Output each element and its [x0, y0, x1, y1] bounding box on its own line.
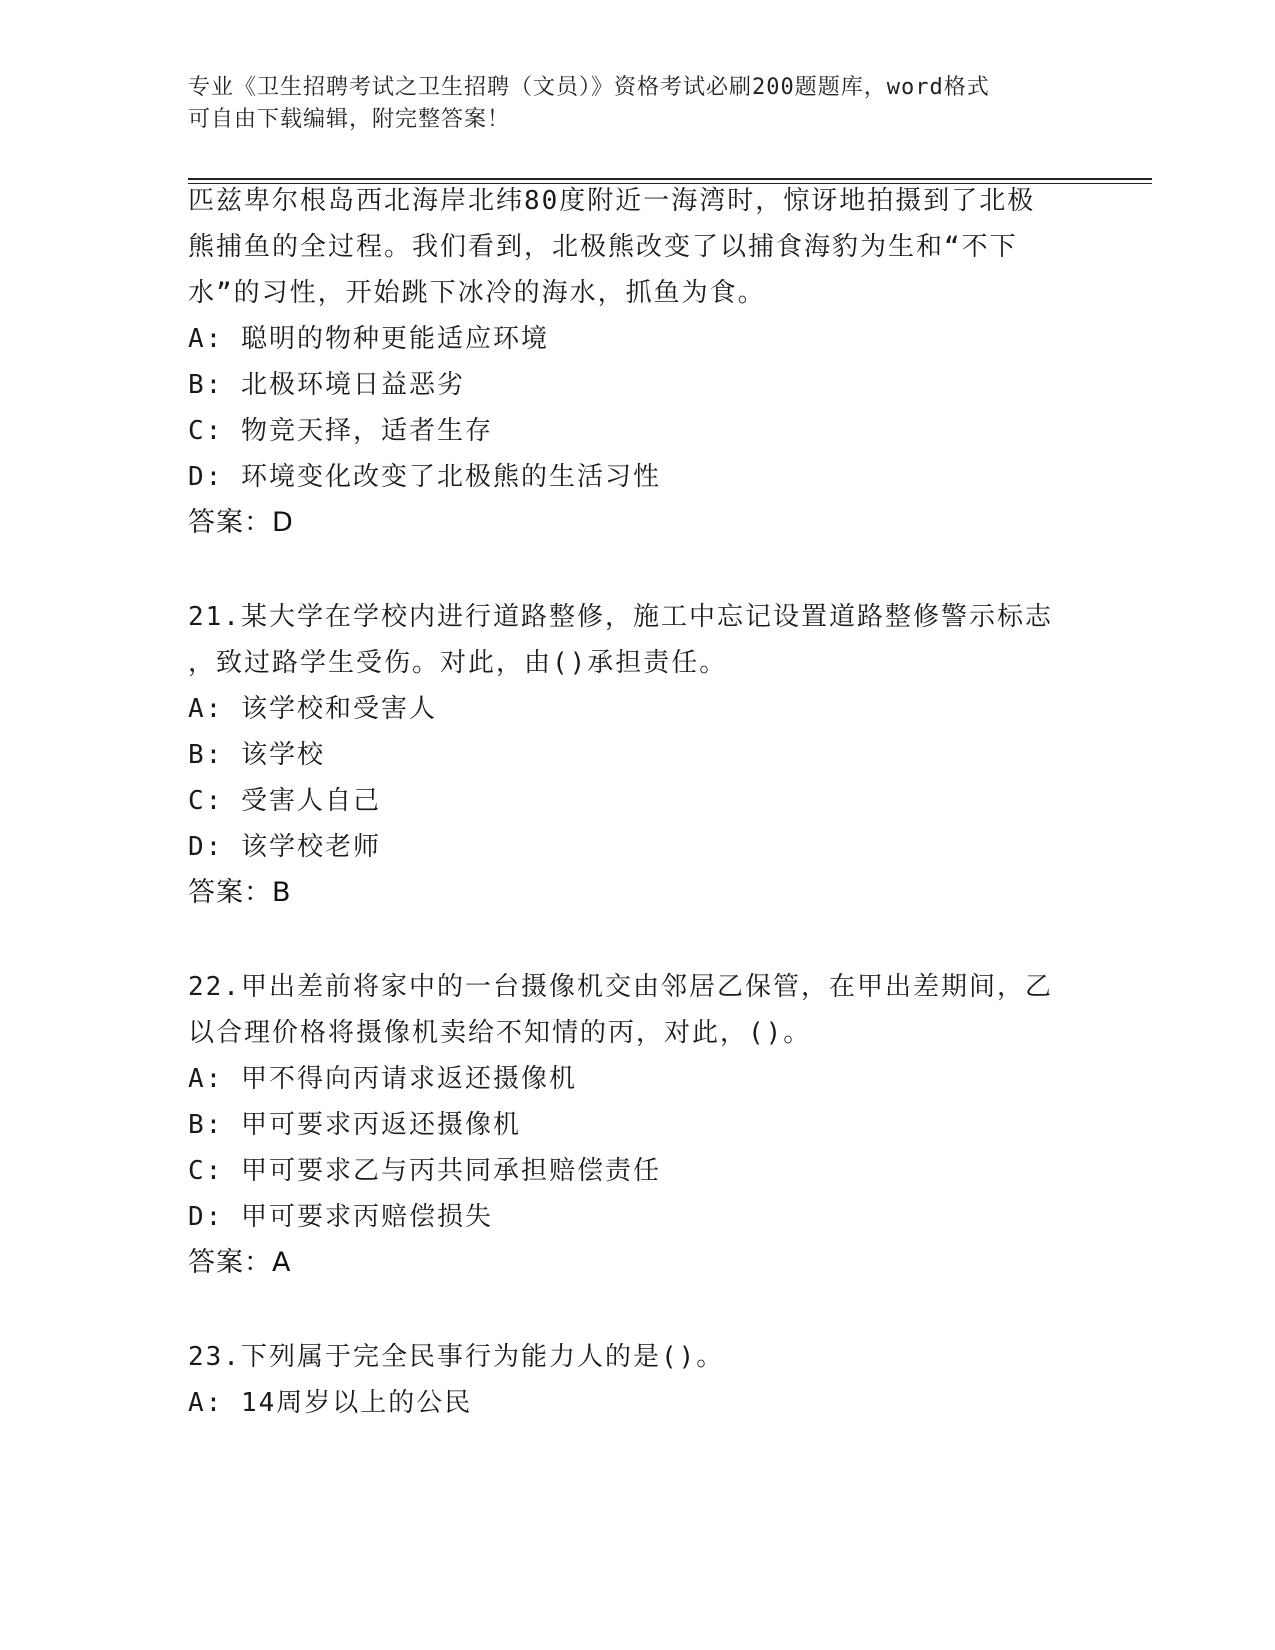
header-line-2: 可自由下载编辑，附完整答案！	[188, 107, 511, 132]
option-b: B: 该学校	[188, 740, 325, 770]
option-a: A: 该学校和受害人	[188, 694, 437, 724]
answer-label: 答案：D	[188, 507, 294, 538]
question-stem-line: 以合理价格将摄像机卖给不知情的丙，对此，()。	[188, 1018, 812, 1048]
question-stem-line: 水”的习性，开始跳下冰冷的海水，抓鱼为食。	[188, 278, 766, 308]
question-stem-line: 熊捕鱼的全过程。我们看到，北极熊改变了以捕食海豹为生和“不下	[188, 232, 1018, 262]
option-b: B: 甲可要求丙返还摄像机	[188, 1110, 521, 1140]
question-23	[188, 1334, 1088, 1426]
question-spacer	[188, 1286, 1088, 1334]
question-22	[188, 964, 1088, 1286]
answer-label: 答案：A	[188, 1247, 292, 1278]
option-d: D: 该学校老师	[188, 832, 381, 862]
option-b: B: 北极环境日益恶劣	[188, 370, 465, 400]
option-c: C: 物竞天择，适者生存	[188, 416, 493, 446]
option-c: C: 受害人自己	[188, 786, 381, 816]
option-c: C: 甲可要求乙与丙共同承担赔偿责任	[188, 1156, 661, 1186]
option-a: A: 聪明的物种更能适应环境	[188, 324, 549, 354]
question-list	[188, 178, 1088, 1426]
question-stem-line: 匹兹卑尔根岛西北海岸北纬80度附近一海湾时，惊讶地拍摄到了北极	[188, 186, 1036, 216]
option-a: A: 甲不得向丙请求返还摄像机	[188, 1064, 577, 1094]
option-a: A: 14周岁以上的公民	[188, 1388, 473, 1418]
option-d: D: 甲可要求丙赔偿损失	[188, 1202, 493, 1232]
option-d: D: 环境变化改变了北极熊的生活习性	[188, 462, 661, 492]
question-21	[188, 594, 1088, 916]
question-spacer	[188, 916, 1088, 964]
question-20	[188, 178, 1088, 546]
header-line-1: 专业《卫生招聘考试之卫生招聘（文员）》资格考试必刷200题题库，word格式	[188, 75, 990, 100]
question-spacer	[188, 546, 1088, 594]
question-stem-line: ，致过路学生受伤。对此，由()承担责任。	[188, 648, 728, 678]
answer-label: 答案：B	[188, 877, 292, 908]
question-stem-line: 23.下列属于完全民事行为能力人的是()。	[188, 1342, 725, 1372]
document-header	[188, 72, 1088, 136]
question-stem-line: 21.某大学在学校内进行道路整修，施工中忘记设置道路整修警示标志	[188, 602, 1053, 632]
question-stem-line: 22.甲出差前将家中的一台摄像机交由邻居乙保管，在甲出差期间，乙	[188, 972, 1053, 1002]
